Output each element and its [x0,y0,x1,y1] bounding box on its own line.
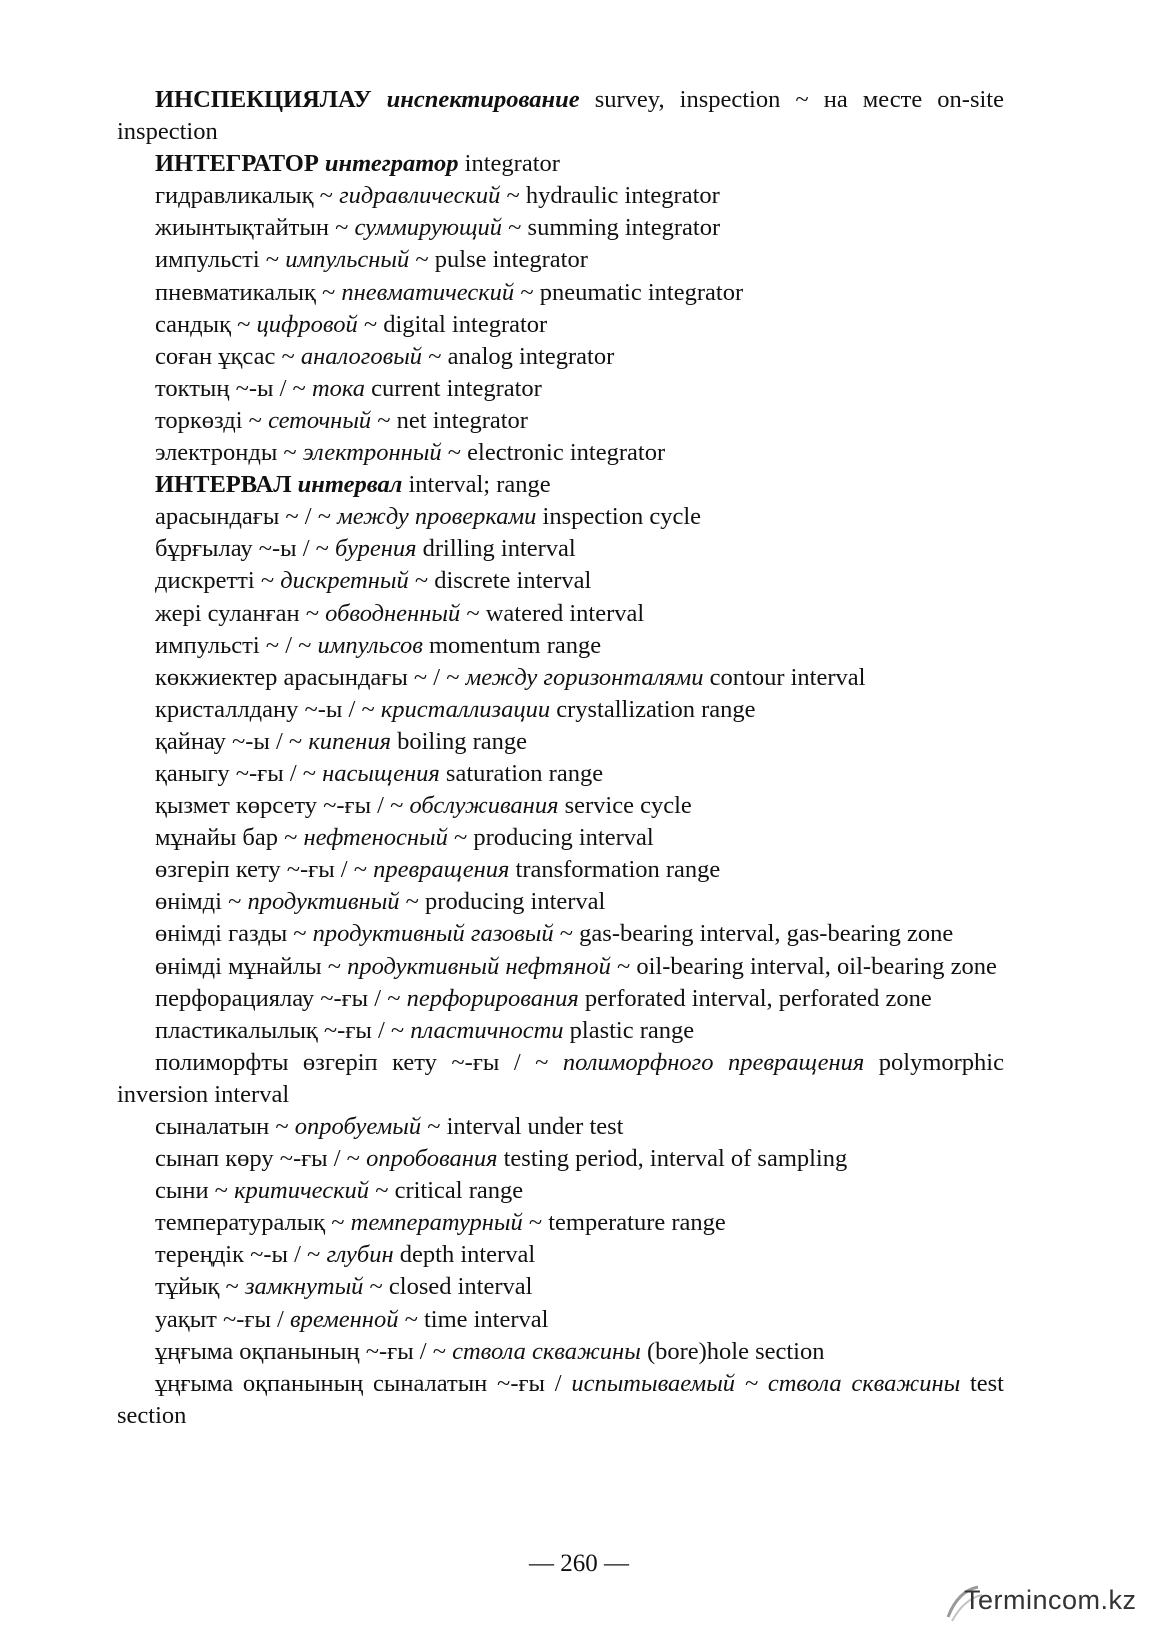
dictionary-entry [117,694,1004,726]
entry-text: импульсті ~ / ~ [155,631,318,659]
entry-text: импульсті ~ [155,246,286,274]
dictionary-entry [117,84,1004,148]
entry-text: service cycle [558,792,692,820]
russian-term: кристаллизации [380,695,551,723]
russian-term: бурения [335,535,417,563]
dictionary-entry [117,405,1004,437]
entry-text: сыни ~ [155,1177,235,1205]
entry-text: ~ critical range [369,1177,524,1205]
entry-text: ~ producing interval [447,824,654,852]
dictionary-entry [117,309,1004,341]
entry-text: пластикалылық ~-ғы / ~ [155,1016,411,1044]
dictionary-entry [117,983,1004,1015]
entry-text: температуралық ~ [155,1209,351,1237]
russian-term: замкнутый [244,1273,364,1301]
entry-text: ~ gas-bearing interval, gas-bearing zone [553,920,954,948]
entry-text: перфорациялау ~-ғы / ~ [155,984,407,1012]
russian-term: обводненный [325,599,461,627]
russian-headword: инспектирование [386,86,580,113]
dictionary-entry [117,854,1004,886]
russian-term: превращения [373,856,510,884]
entry-text: ~ digital integrator [357,310,548,338]
dictionary-entry [117,565,1004,597]
russian-term: дискретный [280,567,409,595]
dictionary-entry [117,951,1004,983]
dictionary-entry [117,1336,1004,1368]
entry-text: ~ pneumatic integrator [514,278,744,306]
dictionary-entries [117,84,1004,1432]
entry-text: бұрғылау ~-ы / ~ [155,535,336,563]
russian-term: электронный [302,439,442,467]
kazakh-headword: ИНТЕГРАТОР [155,150,325,178]
russian-term: аналоговый [300,342,423,370]
dictionary-entry [117,630,1004,662]
dictionary-entry [117,886,1004,918]
entry-text: ~ time interval [398,1305,549,1333]
entry-text: ұңғыма оқпанының ~-ғы / ~ [155,1337,453,1365]
entry-text: дискретті ~ [155,567,281,595]
entry-text: testing period, interval of sampling [497,1145,848,1173]
entry-text: ~ closed interval [363,1273,533,1301]
entry-text: полиморфты өзгеріп кету ~-ғы / ~ [155,1048,563,1076]
entry-text: өзгеріп кету ~-ғы / ~ [155,856,374,884]
entry-text: ~ summing integrator [502,214,721,242]
entry-text: ~ temperature range [522,1209,726,1237]
entry-text: ~ electronic integrator [441,439,666,467]
entry-text: interval; range [402,471,551,499]
entry-text: өнімді ~ [155,888,248,916]
russian-term: температурный [350,1209,523,1237]
entry-text: қайнау ~-ы / ~ [155,727,309,755]
entry-text: (bore)hole section [640,1337,825,1365]
entry-text: арасындағы ~ / ~ [155,503,338,531]
dictionary-entry [117,148,1004,180]
entry-text: integrator [458,150,560,178]
dictionary-entry [117,212,1004,244]
russian-term: тока [311,374,365,402]
russian-term: временной [289,1305,399,1333]
entry-text: boiling range [390,727,528,755]
russian-term: импульсов [317,631,423,659]
entry-text: сыналатын ~ [155,1113,295,1140]
entry-text: кристаллдану ~-ы / ~ [155,695,381,723]
dictionary-entry [117,373,1004,405]
russian-term: сеточный [268,406,372,434]
kazakh-headword: ИНСПЕКЦИЯЛАУ [155,86,387,113]
russian-term: пневматический [341,278,515,306]
russian-term: гидравлический [339,182,501,210]
entry-text: мұнайы бар ~ [155,824,304,852]
russian-term: пластичности [410,1016,564,1044]
dictionary-entry [117,341,1004,373]
dictionary-entry [117,533,1004,565]
entry-text: тұйық ~ [155,1273,245,1301]
entry-text: электронды ~ [155,439,303,467]
russian-term: ствола скважины [452,1337,641,1365]
entry-text: торкөзді ~ [155,406,269,434]
dictionary-entry [117,918,1004,950]
dictionary-entry [117,1239,1004,1271]
russian-term: суммирующий [354,214,503,242]
russian-term: продуктивный нефтяной [347,952,611,980]
dictionary-entry [117,437,1004,469]
entry-text: ~ oil-bearing interval, oil-bearing zone [610,952,997,980]
dictionary-entry [117,1015,1004,1047]
dictionary-entry [117,598,1004,630]
logo-text: Termincom.kz [964,1585,1137,1615]
dictionary-entry [117,1143,1004,1175]
dictionary-entry [117,277,1004,309]
russian-term: глубин [326,1241,394,1269]
entry-text: сандық ~ [155,310,257,338]
dictionary-entry [117,469,1004,501]
entry-text: сынап көру ~-ғы / ~ [155,1145,367,1173]
russian-term: продуктивный газовый [312,920,554,948]
entry-text: transformation range [509,856,721,884]
russian-headword: интервал [297,471,403,499]
russian-term: опробуемый [294,1113,422,1140]
dictionary-entry [117,758,1004,790]
entry-text: polymorphic inversion interval [117,1048,1004,1108]
entry-text: plastic range [563,1016,695,1044]
dictionary-entry [117,1368,1004,1432]
entry-text: ~ pulse integrator [409,246,588,274]
entry-text: depth interval [393,1241,536,1269]
entry-text: ~ discrete interval [408,567,592,595]
entry-text: survey, inspection ~ на месте on-site inspection [117,86,1004,146]
entry-text: ~ hydraulic integrator [500,182,720,210]
entry-text: drilling interval [416,535,576,563]
entry-text: өнімді газды ~ [155,920,313,948]
russian-term: импульсный [285,246,410,274]
russian-term: перфорирования [406,984,579,1012]
russian-term: обслуживания [409,792,559,820]
dictionary-entry [117,1207,1004,1239]
entry-text: жері суланған ~ [155,599,326,627]
entry-text: соған ұқсас ~ [155,342,301,370]
dictionary-entry [117,244,1004,276]
entry-text: ұңғыма оқпанының сыналатын ~-ғы / [155,1369,572,1397]
dictionary-entry [117,1111,1004,1143]
entry-text: ~ analog integrator [422,342,615,370]
site-logo [944,1581,1144,1625]
entry-text: perforated interval, perforated zone [578,984,932,1012]
entry-text: crystallization range [550,695,756,723]
russian-term: полиморфного превращения [562,1048,865,1076]
entry-text: momentum range [422,631,602,659]
dictionary-entry [117,822,1004,854]
russian-term: продуктивный [247,888,400,916]
russian-term: нефтеносный [303,824,448,852]
dictionary-entry [117,790,1004,822]
dictionary-entry [117,501,1004,533]
dictionary-entry [117,662,1004,694]
entry-text: saturation range [439,759,604,787]
dictionary-entry [117,1304,1004,1336]
dictionary-entry [117,180,1004,212]
entry-text: гидравликалық ~ [155,182,340,210]
russian-term: между горизонталями [465,663,704,691]
entry-text: inspection cycle [536,503,702,531]
russian-term: между проверками [337,503,537,531]
entry-text: токтың ~-ы / ~ [155,374,312,402]
entry-text: өнімді мұнайлы ~ [155,952,348,980]
russian-term: опробования [366,1145,498,1173]
page-number: — 260 — [529,1550,629,1577]
russian-term: насыщения [322,759,440,787]
russian-headword: интегратор [324,150,459,178]
entry-text: пневматикалық ~ [155,278,342,306]
russian-term: испытываемый ~ ствола скважины [571,1369,961,1397]
entry-text: қаныгу ~-ғы / ~ [155,759,323,787]
russian-term: цифровой [256,310,358,338]
entry-text: current integrator [364,374,542,402]
entry-text: уақыт ~-ғы / [155,1305,290,1333]
entry-text: қызмет көрсету ~-ғы / ~ [155,792,410,820]
dictionary-entry [117,726,1004,758]
entry-text: ~ producing interval [399,888,606,916]
russian-term: критический [234,1177,370,1205]
entry-text: көкжиектер арасындағы ~ / ~ [155,663,466,691]
entry-text: ~ net integrator [371,406,528,434]
entry-text: contour interval [703,663,866,691]
russian-term: кипения [308,727,391,755]
entry-text: жиынтықтайтын ~ [155,214,355,242]
kazakh-headword: ИНТЕРВАЛ [155,471,298,499]
dictionary-entry [117,1175,1004,1207]
entry-text: ~ interval under test [421,1113,624,1140]
entry-text: тереңдік ~-ы / ~ [155,1241,327,1269]
dictionary-entry [117,1047,1004,1111]
dictionary-entry [117,1271,1004,1303]
entry-text: ~ watered interval [460,599,645,627]
entry-text: test section [117,1369,1004,1429]
